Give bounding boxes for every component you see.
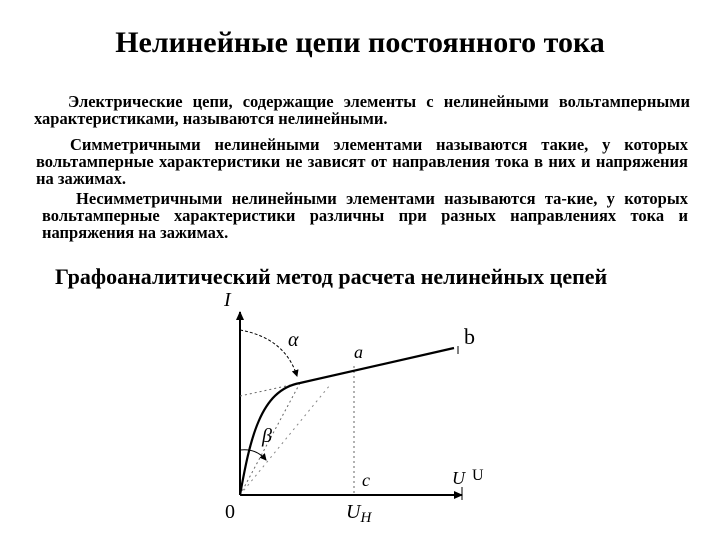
axis-x-label: U	[452, 468, 465, 488]
paragraph-nonlinear-circuits	[34, 93, 690, 127]
paragraph-text: Несимметричными нелинейными элементами называются та-кие, у которых вольтамперные характеристики различны при разных направлениях тока и напряжения на зажимах.	[42, 189, 688, 242]
paragraph-symmetric-elements	[36, 136, 688, 187]
paragraph-asymmetric-elements	[42, 190, 688, 241]
angle-beta-arc	[240, 450, 266, 460]
paragraph-text: Электрические цепи, содержащие элементы с нелинейными вольтамперными характеристиками, называются нелинейными.	[34, 92, 690, 128]
alpha-label: α	[288, 329, 299, 351]
diagram-svg	[200, 290, 520, 530]
u-nominal-main: U	[346, 501, 361, 523]
section-subtitle: Графоаналитический метод расчета нелинейных цепей	[55, 264, 608, 289]
u-nominal-label	[346, 501, 372, 526]
point-a-label: a	[354, 342, 363, 362]
page-title: Нелинейные цепи постоянного тока	[115, 26, 605, 59]
u-nominal-sub: Н	[360, 510, 372, 526]
beta-label: β	[262, 425, 272, 447]
paragraph-text: Симметричными нелинейными элементами называются такие, у которых вольтамперные характеристики не зависят от направления тока в них и напряжения на зажимах.	[36, 135, 688, 188]
vi-characteristic-diagram	[200, 290, 520, 535]
axis-x-label-alt: U	[472, 467, 484, 484]
vi-curve	[240, 348, 454, 495]
point-b-label: b	[464, 324, 475, 349]
ray-line	[240, 385, 330, 495]
origin-label: 0	[225, 501, 235, 523]
point-c-label: c	[362, 470, 370, 490]
axis-y-label: I	[224, 290, 231, 311]
